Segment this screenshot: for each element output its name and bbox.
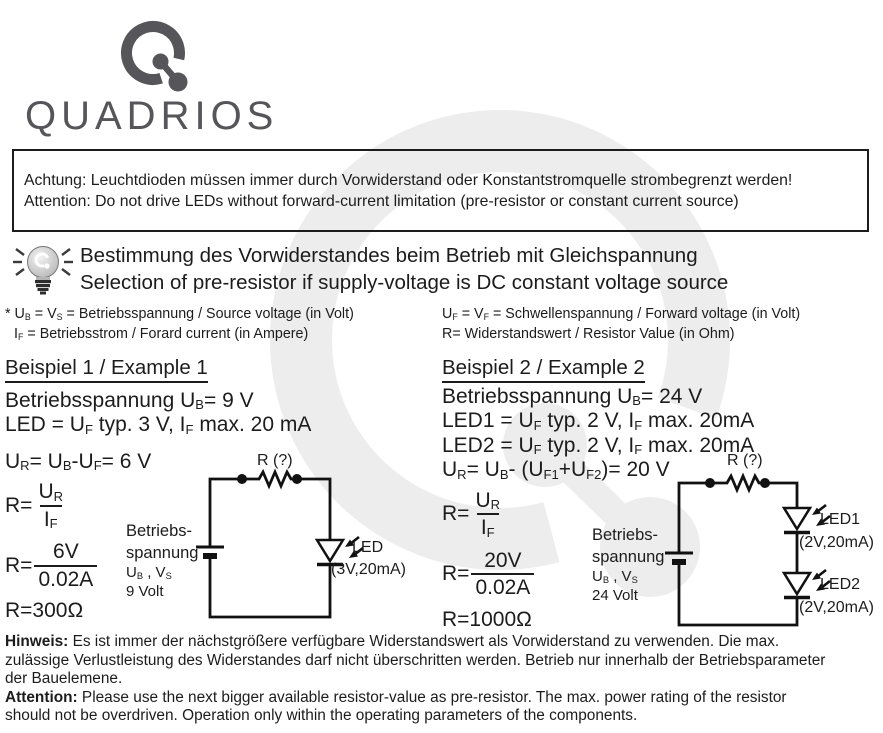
circuit2-battery-label [592, 524, 665, 605]
definition-ub: * $U_B = V_S$ = Betriebsspannung / Source voltage (in Volt) [5, 306, 354, 322]
circuit1-diagram [196, 448, 376, 630]
example2-led2-line: $LED2 = U_F$ typ. 2 V, $I_F$ max. 20mA [442, 433, 755, 458]
definition-uf: $U_F = V_F$ = Schwellenspannung / Forward voltage (in Volt) [442, 306, 801, 322]
battery-symbol [196, 547, 224, 556]
fraction-numerator: $U_R$ [475, 488, 501, 513]
warning-text-de: Achtung: Leuchtdioden müssen immer durch Vorwiderstand oder Konstantstromquelle strombegrenzt werden! [24, 172, 793, 189]
footer-de-lead: Hinweis: [5, 633, 69, 650]
warning-box [12, 149, 869, 232]
fraction [471, 489, 504, 540]
formula-lhs: R= [442, 502, 470, 526]
footer-en-text: Please use the next bigger available resistor-value as pre-resistor. The max. power rating of the resistor should not be overdriven. Operation only within the operating parameters of the components. [5, 688, 787, 725]
example1-result: R=300Ω [5, 599, 84, 622]
resistor-symbol [237, 472, 302, 486]
circuit1-led-value: (3V,20mA) [331, 561, 406, 578]
circuit2-led2-value: (2V,20mA) [799, 599, 874, 616]
circuit1-battery-label [126, 520, 199, 601]
battery-label-line: spannung [592, 548, 665, 566]
footer-de-text: Es ist immer der nächstgrößere verfügbare Widerstandswert als Vorwiderstand zu verwenden. Die max. zulässige Verlustleistung des Widerstandes darf nicht überschritten werden. Betrieb nur innerhalb der Betriebsparameter der Bauelemene. [5, 633, 826, 688]
battery-label-line: Betriebs- [592, 526, 659, 544]
circuit1-resistor-label: R (?) [257, 452, 293, 469]
wires [210, 479, 330, 617]
battery-label-line: 24 Volt [592, 586, 638, 604]
fraction-numerator: 20V [484, 548, 522, 572]
battery-label-line: $U_B$ , $V_S$ [592, 568, 638, 585]
circuit2-led2-label: LED2 [820, 576, 861, 593]
fraction [34, 480, 67, 531]
heading-de: Bestimmung des Vorwiderstandes beim Betrieb mit Gleichspannung [80, 244, 698, 267]
footer-note-en [5, 689, 833, 726]
example2-result: R=1000Ω [442, 607, 532, 631]
circuit1-led-label: LED [352, 539, 384, 556]
battery-label-line: Betriebs- [126, 522, 193, 540]
example1-title: Beispiel 1 / Example 1 [5, 356, 208, 383]
battery-label-line: 9 Volt [126, 582, 164, 600]
resistor-symbol [705, 476, 770, 490]
circuit2-resistor-label: R (?) [727, 452, 763, 469]
definitions-right [442, 304, 800, 344]
fraction-numerator: $U_R$ [38, 480, 64, 504]
definition-r: R= Widerstandswert / Resistor Value (in Ohm) [442, 326, 735, 342]
section-heading [80, 242, 880, 296]
fraction [34, 540, 97, 591]
battery-label-line: $U_B$ , $V_S$ [126, 564, 172, 581]
example1-supply-line: Betriebsspannung $U_B= 9$ V [5, 388, 254, 413]
example2-voltage-drop-line: $U_R= U_B-$ $(U_{F1}+U_{F2})= 20$ V [442, 458, 670, 482]
example1-led-line: LED = $U_F$ typ. 3 V, $I_F$ max. 20 mA [5, 413, 312, 437]
footer-notes [5, 633, 833, 726]
brand-name: QUADRIOS [25, 94, 279, 138]
fraction-denominator: 0.02A [471, 573, 534, 600]
circuit2-led1-value: (2V,20mA) [799, 534, 874, 551]
fraction-denominator: 0.02A [34, 565, 97, 592]
footer-en-lead: Attention: [5, 688, 78, 706]
fraction-numerator: 6V [53, 540, 79, 563]
example2-title: Beispiel 2 / Example 2 [442, 356, 645, 383]
example1-voltage-drop-line: $U_R= U_B-U_F= 6$ V [5, 449, 152, 474]
fraction-denominator: $I_F$ [477, 513, 499, 540]
formula-lhs: R= [5, 553, 33, 577]
quadrios-q-logo-icon [116, 16, 196, 98]
definitions-left [5, 304, 354, 344]
heading-en: Selection of pre-resistor if supply-voltage is DC constant voltage source [80, 271, 729, 294]
example2-supply-line: Betriebsspannung $U_B= 24$ V [442, 384, 703, 409]
fraction-denominator: $I_F$ [40, 505, 62, 532]
warning-text-en: Attention: Do not drive LEDs without forward-current limitation (pre-resistor or constant current source) [24, 193, 739, 210]
battery-label-line: spannung [126, 544, 199, 562]
example2-led1-line: $LED1 = U_F$ typ. 2 V, $I_F$ max. 20mA [442, 409, 755, 433]
circuit2-led1-label: LED1 [820, 511, 861, 528]
wires [679, 483, 797, 625]
fraction [471, 549, 534, 600]
battery-symbol [665, 553, 693, 562]
formula-lhs: R= [442, 562, 470, 586]
definition-if: $I_F$ = Betriebsstrom / Forard current (in Ampere) [14, 326, 309, 342]
lightbulb-icon [12, 239, 78, 299]
formula-lhs: R= [5, 493, 33, 517]
footer-note-de [5, 633, 833, 689]
